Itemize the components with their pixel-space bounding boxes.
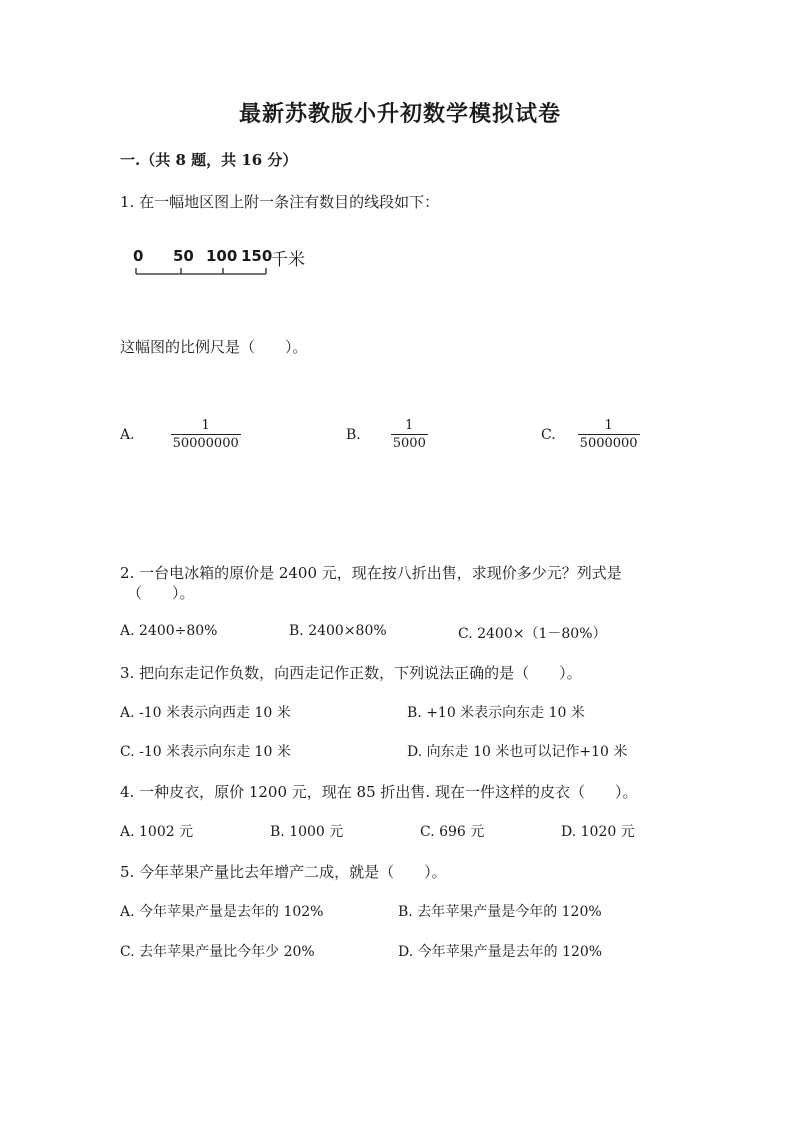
scale-bar xyxy=(133,247,333,283)
question-2-stem: 2. 一台电冰箱的原价是 2400 元，现在按八折出售，求现价多少元？列式是 xyxy=(120,564,622,582)
fraction xyxy=(578,418,640,452)
option-label: B. xyxy=(346,427,361,443)
q1-option-b[interactable] xyxy=(346,418,428,452)
question-5-stem: 5. 今年苹果产量比去年增产二成，就是（ ）。 xyxy=(120,863,447,881)
q2-option-b[interactable]: B. 2400×80% xyxy=(289,623,387,639)
q4-option-b[interactable]: B. 1000 元 xyxy=(270,824,344,840)
q3-option-a[interactable]: A. -10 米表示向西走 10 米 xyxy=(120,705,291,721)
section-heading: 一.（共 8 题，共 16 分） xyxy=(120,151,298,169)
fraction-denominator: 5000 xyxy=(392,436,426,451)
q3-option-c[interactable]: C. -10 米表示向东走 10 米 xyxy=(120,744,291,760)
q3-option-d[interactable]: D. 向东走 10 米也可以记作+10 米 xyxy=(407,744,628,760)
q3-option-b[interactable]: B. +10 米表示向东走 10 米 xyxy=(407,705,585,721)
scale-line xyxy=(133,247,333,283)
fraction-numerator: 1 xyxy=(604,418,613,433)
fraction xyxy=(391,418,428,452)
page-title: 最新苏教版小升初数学模拟试卷 xyxy=(238,101,561,127)
fraction-numerator: 1 xyxy=(405,418,414,433)
q2-option-c[interactable]: C. 2400×（1－80%） xyxy=(458,626,607,642)
q4-option-d[interactable]: D. 1020 元 xyxy=(561,824,635,840)
option-label: A. xyxy=(120,427,135,443)
scale-tick-label: 50 xyxy=(173,247,194,265)
q1-option-a[interactable] xyxy=(120,418,241,452)
fraction-numerator: 1 xyxy=(201,418,210,433)
fraction xyxy=(171,418,241,452)
q4-option-c[interactable]: C. 696 元 xyxy=(420,824,485,840)
question-1-prompt: 这幅图的比例尺是（ ）。 xyxy=(120,338,308,356)
q4-option-a[interactable]: A. 1002 元 xyxy=(120,824,194,840)
question-2-stem-continued: （ ）。 xyxy=(127,584,195,602)
q1-option-c[interactable] xyxy=(541,418,640,452)
scale-tick-label: 150 xyxy=(241,247,273,265)
q5-option-a[interactable]: A. 今年苹果产量是去年的 102% xyxy=(120,904,324,920)
scale-unit: 千米 xyxy=(271,250,305,270)
q5-option-c[interactable]: C. 去年苹果产量比今年少 20% xyxy=(120,944,315,960)
question-4-stem: 4. 一种皮衣，原价 1200 元，现在 85 折出售. 现在一件这样的皮衣（ ）。 xyxy=(120,783,638,801)
scale-tick-label: 0 xyxy=(133,247,144,265)
q5-option-b[interactable]: B. 去年苹果产量是今年的 120% xyxy=(398,904,602,920)
option-label: C. xyxy=(541,427,556,443)
scale-tick-label: 100 xyxy=(206,247,238,265)
fraction-denominator: 50000000 xyxy=(172,436,239,451)
q5-option-d[interactable]: D. 今年苹果产量是去年的 120% xyxy=(398,944,603,960)
fraction-denominator: 5000000 xyxy=(579,436,638,451)
question-1-stem: 1. 在一幅地区图上附一条注有数目的线段如下： xyxy=(120,193,440,211)
q2-option-a[interactable]: A. 2400÷80% xyxy=(120,623,218,639)
question-3-stem: 3. 把向东走记作负数，向西走记作正数，下列说法正确的是（ ）。 xyxy=(120,664,582,682)
